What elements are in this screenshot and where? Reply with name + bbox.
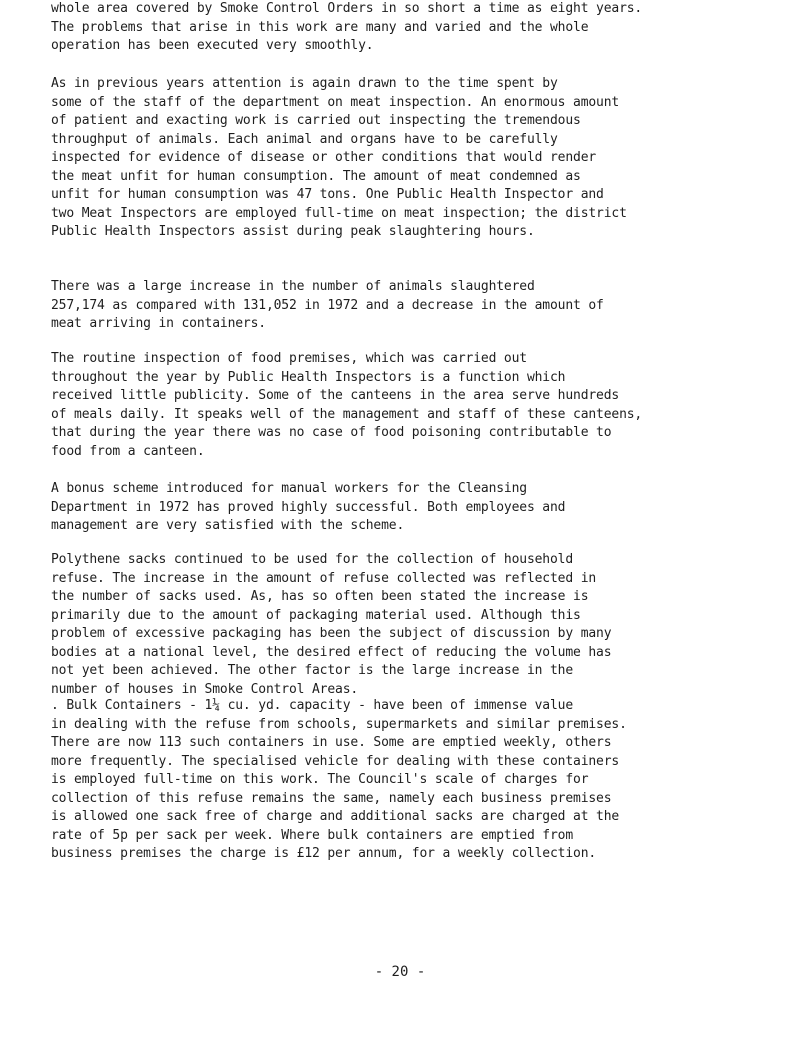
paragraph-food-premises: The routine inspection of food premises, which was carried out throughout the year by Public Health Inspectors is a function which received little publicity. Some of the canteens in the area serve hundreds of meals daily. It speaks well of the management and staff of these canteens, that during the year there was no case of food poisoning contributable to food from a canteen. bbox=[51, 351, 643, 459]
paragraph-bonus-scheme: A bonus scheme introduced for manual workers for the Cleansing Department in 1972 has proved highly successful. Both employees and management are very satisfied with the scheme. bbox=[51, 481, 566, 533]
page-number: - 20 - bbox=[374, 964, 426, 980]
paragraph-bulk-containers: . Bulk Containers - 1¼ cu. yd. capacity - have been of immense value in dealing with the refuse from schools, supermarkets and similar premises. There are now 113 such containers in use. Some are emptied weekly, others more frequently. The specialised vehicle for dealing with these containers is employed full-time on this work. The Council's scale of charges for collection of this refuse remains the same, namely each business premises is allowed one sack free of charge and additional sacks are charged at the rate of 5p per sack per week. Where bulk containers are emptied from business premises the charge is £12 per annum, for a weekly collection. bbox=[51, 698, 627, 861]
paragraph-polythene-sacks: Polythene sacks continued to be used for the collection of household refuse. The increase in the amount of refuse collected was reflected in the number of sacks used. As, has so often been stated the increase is primarily due to the amount of packaging material used. Although this problem of excessive packaging has been the subject of discussion by many bodies at a national level, the desired effect of reducing the volume has not yet been achieved. The other factor is the large increase in the number of houses in Smoke Control Areas. bbox=[51, 552, 612, 697]
paragraph-smoke-control: whole area covered by Smoke Control Orders in so short a time as eight years. The problems that arise in this work are many and varied and the whole operation has been executed very smoothly. bbox=[51, 1, 643, 53]
paragraph-meat-inspection: As in previous years attention is again drawn to the time spent by some of the staff of the department on meat inspection. An enormous amount of patient and exacting work is carried out inspecting the tremendous throughput of animals. Each animal and organs have to be carefully inspected for evidence of disease or other conditions that would render the meat unfit for human consumption. The amount of meat condemned as unfit for human consumption was 47 tons. One Public Health Inspector and two Meat Inspectors are employed full-time on meat inspection; the district Public Health Inspectors assist during peak slaughtering hours. bbox=[51, 76, 627, 239]
paragraph-animals-slaughtered: There was a large increase in the number of animals slaughtered 257,174 as compared with 131,052 in 1972 and a decrease in the amount of meat arriving in containers. bbox=[51, 279, 604, 331]
